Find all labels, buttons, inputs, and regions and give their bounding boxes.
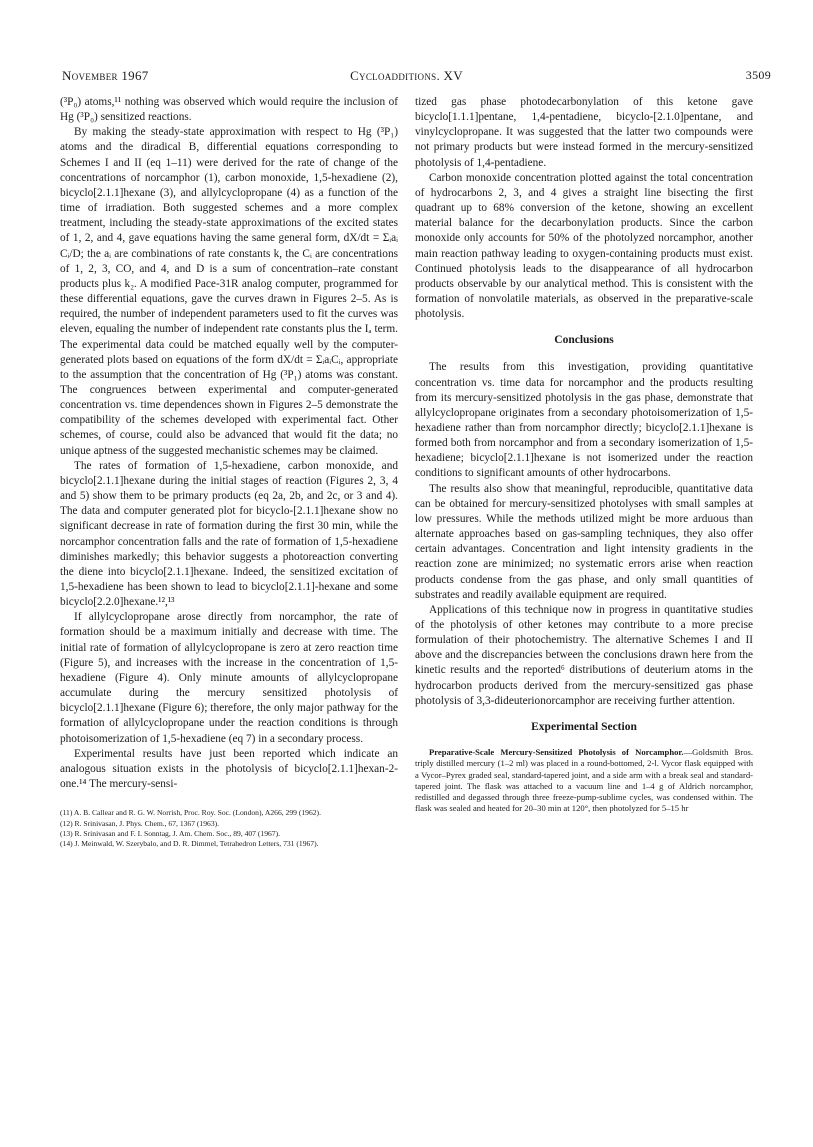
footnote: (11) A. B. Callear and R. G. W. Norrish, Proc. Roy. Soc. (London), A266, 299 (1962). [60,808,321,818]
paragraph: tized gas phase photodecarbonylation of this ketone gave bicyclo[1.1.1]pentane, 1,4-pentadiene, bicyclo-[2.1.0]pentane, and vinylcyclopropane. It was suggested that the latter two compounds were not primary products but were instead formed in the mercury-sensitized photolysis of 1,4-pentadiene. [415,96,753,169]
footnote: (14) J. Meinwald, W. Szerybalo, and D. R. Dimmel, Tetrahedron Letters, 731 (1967). [60,839,319,849]
section-heading-experimental: Experimental Section [531,720,637,733]
paragraph: Carbon monoxide concentration plotted against the total concentration of hydrocarbons 2, 3, and 4 gives a straight line bisecting the first quadrant up to 68% conversion of the ketone, showing an excellent material balance for the decarbonylation products. Since the carbon monoxide only accounts for 50% of the photolyzed norcamphor, another main reaction pathway leading to oxygen-containing products must exist. Continued photolysis leads to the disappearance of all hydrocarbon products observable by our analytical method. This is consistent with the formation of nonvolatile materials, as observed in the preparative-scale photolysis. [415,171,753,321]
paragraph: The results from this investigation, providing quantitative concentration vs. time data for norcamphor and the products resulting from its mercury-sensitized photolysis in the gas phase, demonstrate that allylcyclopropane originates from a secondary photoisomerization of 1,5-hexadiene rather than from norcamphor directly; bicyclo[2.1.1]hexane is formed both from norcamphor and from a secondary isomerization of 1,5-hexadiene; bicyclo[2.1.1]hexane is not isomerized under the reaction conditions to significant amounts of other hydrocarbons. [415,361,753,480]
left-column [60,95,398,850]
run-in-heading: Preparative-Scale Mercury-Sensitized Photolysis of Norcamphor. [429,746,684,757]
paragraph: By making the steady-state approximation with respect to Hg (³P₁) atoms and the diradical B, differential equations corresponding to Schemes I and II (eq 1–11) were derived for the rate of change of the concentrations of norcamphor (1), carbon monoxide, 1,5-hexadiene (2), bicyclo[2.1.1]hexane (3), and allylcyclopropane (4) as a function of the time of irradiation. Both suggested schemes and a more complex treatment, including the steady-state approximations of the excited states of 1, 2, and 4, gave equations having the same general form, dX/dt = Σᵢaᵢ Cᵢ/D; the aᵢ are combinations of rate constants k, the Cᵢ are concentrations of 1, 2, 3, CO, and 4, and D is a sum of concentration–rate constant products plus k₂. A modified Pace-31R analog computer, programmed for these differential equations, gave the curves drawn in Figures 2–5. As is required, the number of independent parameters used to fit the curves was eleven, equaling the number of independent rate constants plus the Iₐ term. The experimental data could be matched equally well by the computer-generated plots based on equations of the form dX/dt = ΣᵢaᵢCᵢ, appropriate to the assumption that the concentration of Hg (³P₁) atoms was constant. The congruences between experimental and computer-generated concentration vs. time dependences shown in Figures 2–5 demonstrate the compatibility of the schemes developed with experimental fact. Other schemes, of course, could also be advanced that would fit the data; no unique aptness of the suggested mechanistic schemes may be claimed. [60,126,398,457]
footnote: (13) R. Srinivasan and F. I. Sonntag, J. Am. Chem. Soc., 89, 407 (1967). [60,829,281,838]
footnote: (12) R. Srinivasan, J. Phys. Chem., 67, 1367 (1963). [60,818,220,828]
right-column [415,95,753,815]
paragraph: The rates of formation of 1,5-hexadiene, carbon monoxide, and bicyclo[2.1.1]hexane during the initial stages of reaction (Figures 2, 3, 4 and 5) show them to be primary products (eq 2a, 2b, and 2c, or 3 and 4). The data and computer generated plot for bicyclo-[2.1.1]hexane show no significant decrease in rate of formation during the first 30 min, while the norcamphor concentration falls and the rate of formation of 1,5-hexadiene diminishes markedly; this behavior suggests a photoreaction converting the diene into bicyclo[2.1.1]hexane. Indeed, the sensitized excitation of 1,5-hexadiene has been shown to lead to bicyclo[2.1.1]-hexane and some bicyclo[2.2.0]hexane.¹²,¹³ [60,459,398,609]
running-header-date: November 1967 [62,68,149,83]
paragraph: Experimental results have just been reported which indicate an analogous situation exists in the photolysis of bicyclo[2.1.1]hexan-2-one.¹⁴ The mercury-sensi- [60,747,398,791]
paragraph: (³P₀) atoms,¹¹ nothing was observed which would require the inclusion of Hg (³P₀) sensitized reactions. [60,96,398,124]
page-number: 3509 [745,68,771,82]
experimental-text: —Goldsmith Bros. triply distilled mercury (1–2 ml) was placed in a round-bottomed, 2-l. Vycor flask equipped with a Vycor–Pyrex graded seal, standard-tapered joint, and a side arm with a break seal and standard-tapered joint. The flask was attached to a vacuum line and 1–4 g of Aldrich norcamphor, redistilled and degassed through three freeze-pump-sublime cycles, was condensed within. The flask was sealed and heated for 20–30 min at 120°, then photolyzed for 5–15 hr [415,746,753,814]
paragraph: Applications of this technique now in progress in quantitative studies of the photolysis of other ketones may contribute to a more precise formulation of their photochemistry. The alternative Schemes I and II above and the discrepancies between the conclusions drawn here from the kinetic results and the reported⁶ distributions of deuterium atoms in the hydrocarbon products derived from the mercury-sensitized gas phase photolysis of 3,3-dideuterionorcamphor are receiving further attention. [415,603,753,707]
paragraph: The results also show that meaningful, reproducible, quantitative data can be obtained for mercury-sensitized photolyses with small samples at low pressures. While the methods utilized might be more arduous than alternate approaches based on gas-sampling techniques, they also offer certain advantages. Concentration and light intensity gradients in the reaction zone are minimized; no systematic errors arise when reaction products condense from the gas phase, and only small quantities of substrates and readily available equipment are required. [415,482,753,601]
experimental-paragraph [415,747,753,815]
section-heading-conclusions: Conclusions [554,334,614,347]
footnotes [60,808,398,850]
running-header-title: Cycloadditions. XV [350,68,463,83]
paragraph: If allylcyclopropane arose directly from norcamphor, the rate of formation should be a maximum initially and decrease with time. The initial rate of formation of allylcyclopropane is zero at zero reaction time (Figure 5), and increases with the increase in the concentration of 1,5-hexadiene (Figure 4). Only minute amounts of allylcyclopropane accumulate during the mercury sensitized photolysis of bicyclo[2.1.1]hexane (Figure 6); therefore, the only major pathway for the formation of allylcyclopropane under the reaction conditions is through photoisomerization of 1,5-hexadiene (eq 7) in a secondary process. [60,611,398,745]
